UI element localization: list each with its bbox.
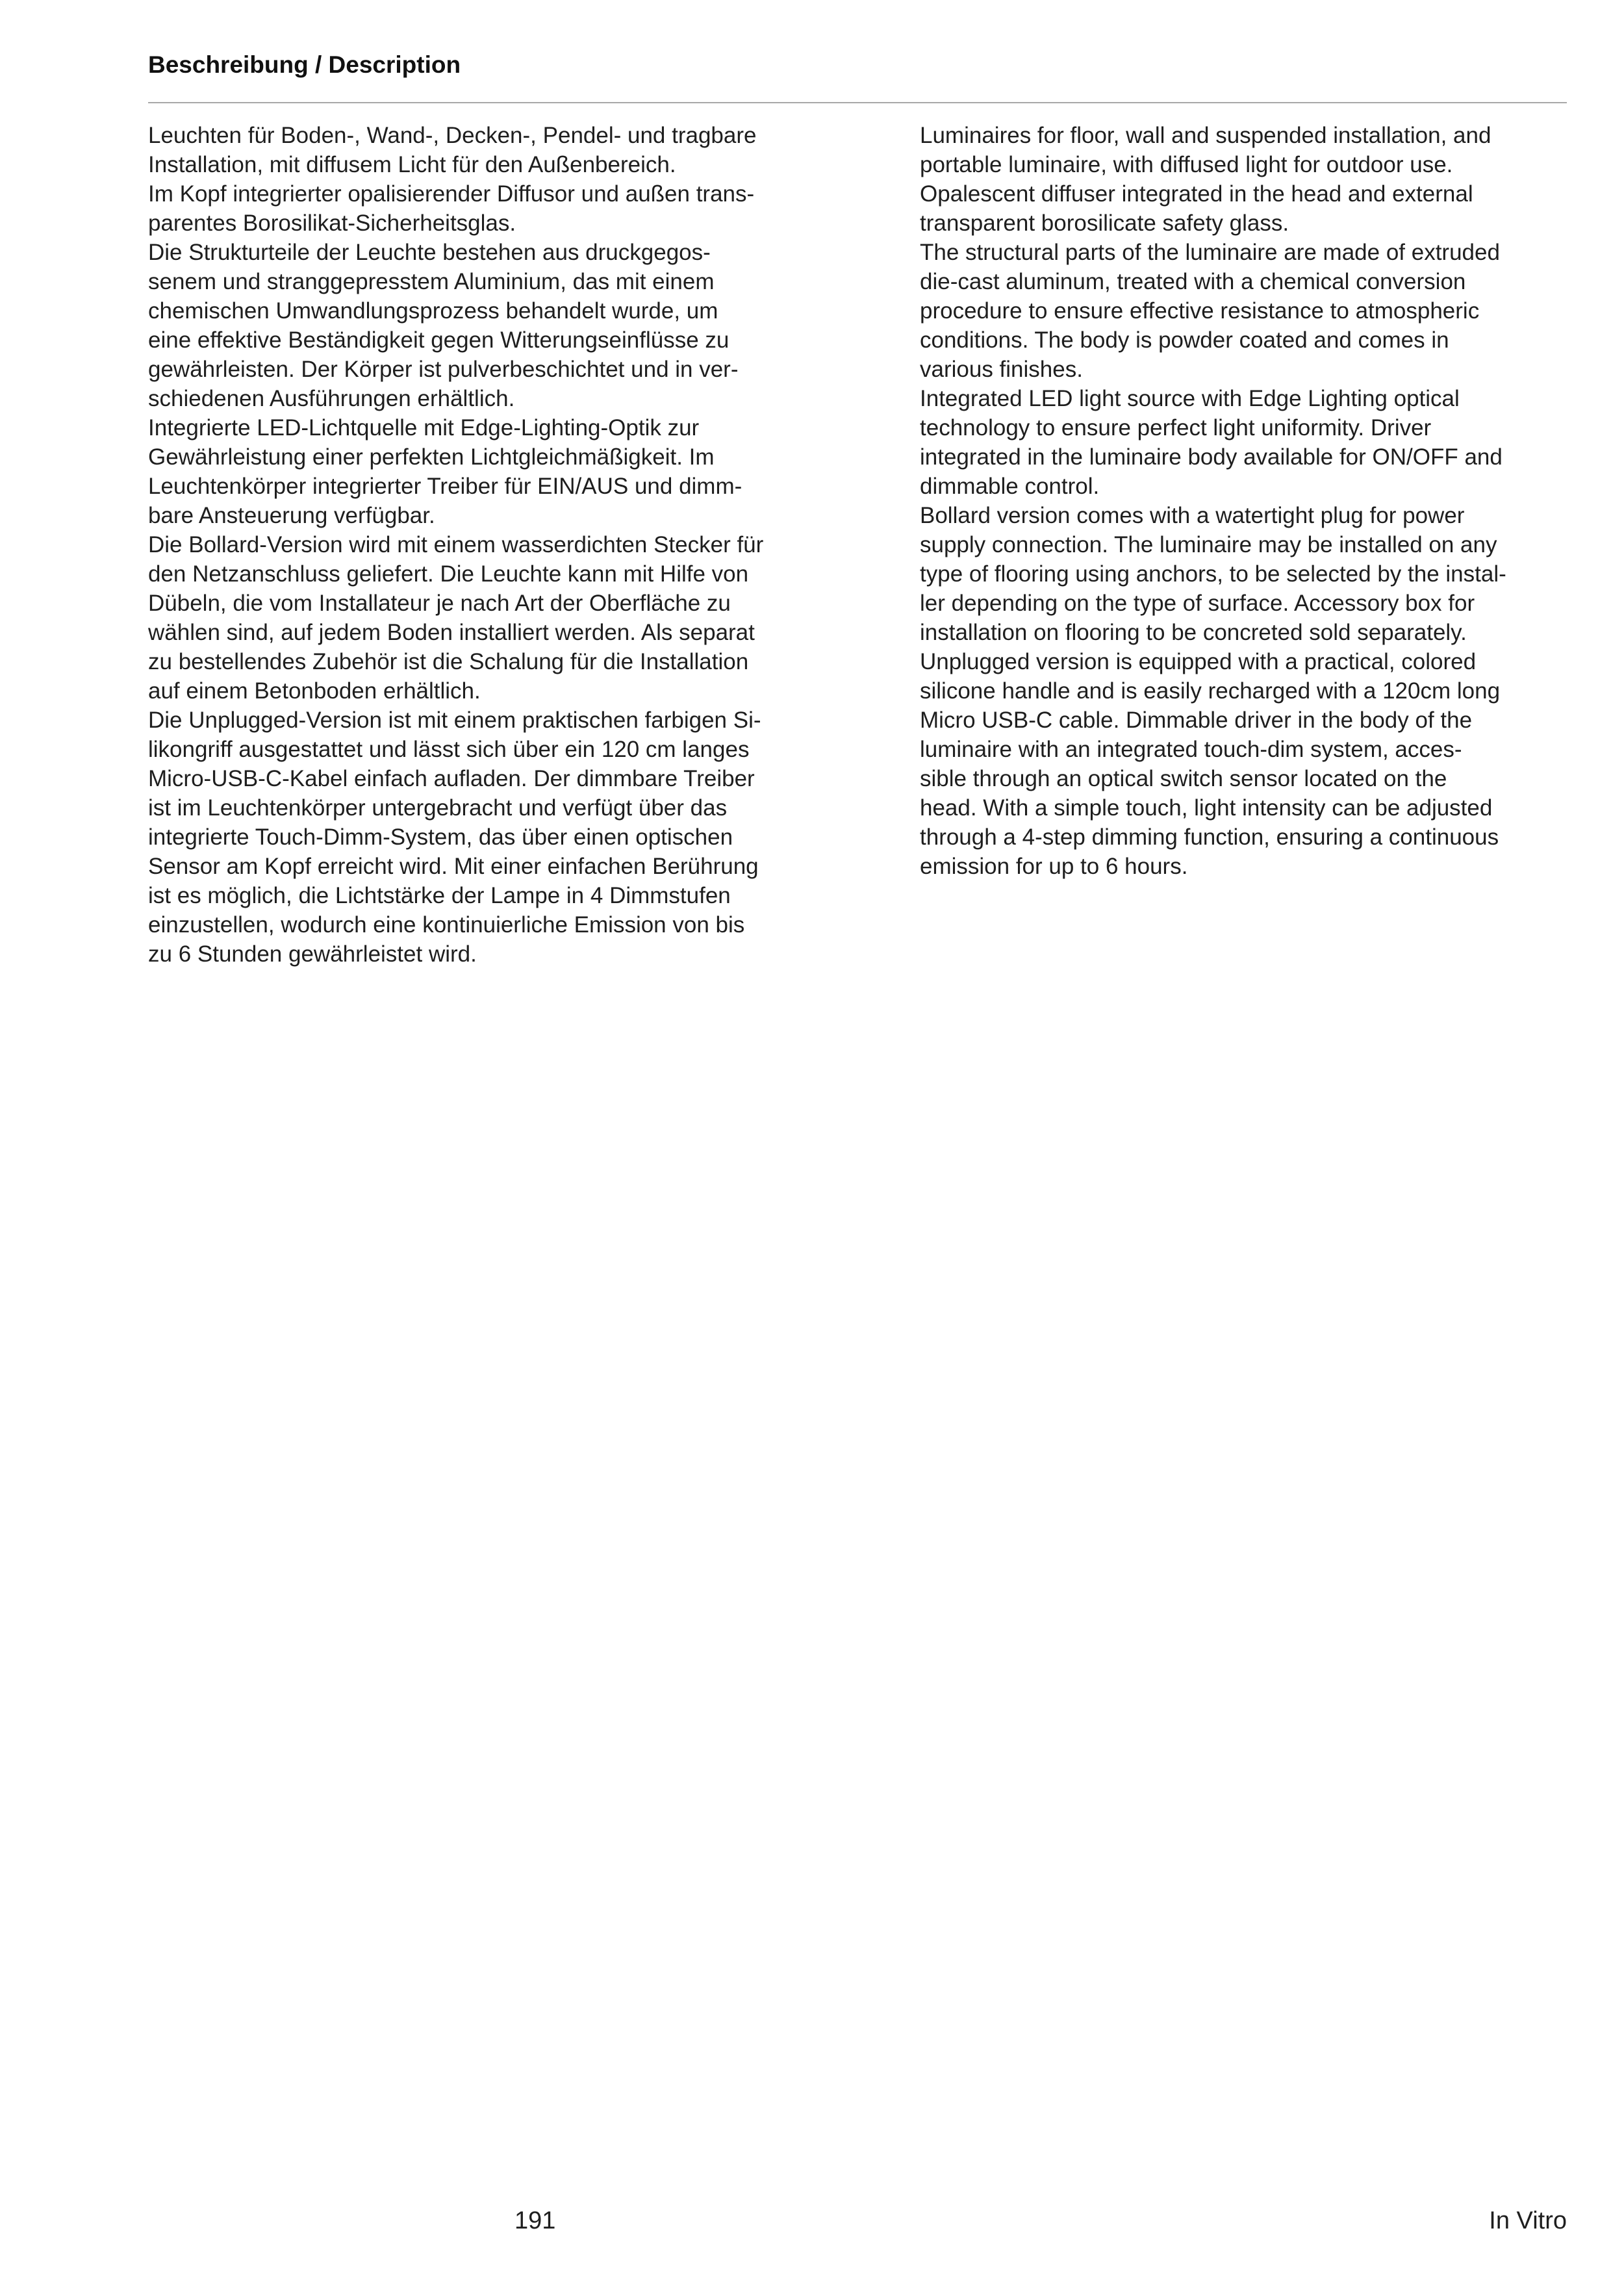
text-line: Unplugged version is equipped with a practical, colored — [920, 649, 1477, 674]
text-line: schiedenen Ausführungen erhältlich. — [148, 386, 515, 411]
text-line: parentes Borosilikat-Sicherheitsglas. — [148, 211, 516, 236]
text-line: zu 6 Stunden gewährleistet wird. — [148, 941, 477, 967]
text-line: luminaire with an integrated touch-dim system, acces- — [920, 737, 1462, 762]
text-line: Installation, mit diffusem Licht für den Außenbereich. — [148, 152, 676, 177]
text-line: Die Bollard-Version wird mit einem wasserdichten Stecker für — [148, 532, 764, 557]
text-line: Leuchten für Boden-, Wand-, Decken-, Pendel- und tragbare — [148, 123, 757, 148]
text-line: ist es möglich, die Lichtstärke der Lampe in 4 Dimmstufen — [148, 883, 731, 908]
text-line: Integrierte LED-Lichtquelle mit Edge-Lighting-Optik zur — [148, 415, 700, 441]
text-line: den Netzanschluss geliefert. Die Leuchte kann mit Hilfe von — [148, 561, 749, 587]
page-number: 191 — [514, 2207, 556, 2234]
text-line: Leuchtenkörper integrierter Treiber für EIN/AUS und dimm- — [148, 474, 742, 499]
text-line: die-cast aluminum, treated with a chemical conversion — [920, 269, 1466, 294]
text-line: conditions. The body is powder coated and comes in — [920, 327, 1449, 353]
text-line: eine effektive Beständigkeit gegen Witterungseinflüsse zu — [148, 327, 730, 353]
text-line: emission for up to 6 hours. — [920, 854, 1188, 879]
text-line: likongriff ausgestattet und lässt sich über ein 120 cm langes — [148, 737, 750, 762]
text-line: Die Strukturteile der Leuchte bestehen aus druckgegos- — [148, 240, 711, 265]
text-line: silicone handle and is easily recharged with a 120cm long — [920, 678, 1501, 704]
text-line: procedure to ensure effective resistance to atmospheric — [920, 298, 1480, 324]
text-line: ist im Leuchtenkörper untergebracht und verfügt über das — [148, 795, 728, 821]
text-line: Luminaires for floor, wall and suspended installation, and — [920, 123, 1491, 148]
text-line: auf einem Betonboden erhältlich. — [148, 678, 481, 704]
text-line: Micro USB-C cable. Dimmable driver in the body of the — [920, 708, 1473, 733]
text-line: integrierte Touch-Dimm-System, das über einen optischen — [148, 824, 733, 850]
text-line: gewährleisten. Der Körper ist pulverbeschichtet und in ver- — [148, 357, 739, 382]
text-line: Opalescent diffuser integrated in the head and external — [920, 181, 1473, 207]
text-line: type of flooring using anchors, to be selected by the instal- — [920, 561, 1506, 587]
text-line: dimmable control. — [920, 474, 1100, 499]
text-line: supply connection. The luminaire may be installed on any — [920, 532, 1497, 557]
text-line: senem und stranggepresstem Aluminium, das mit einem — [148, 269, 715, 294]
text-line: installation on flooring to be concreted sold separately. — [920, 620, 1467, 645]
text-line: through a 4-step dimming function, ensuring a continuous — [920, 824, 1499, 850]
text-line: chemischen Umwandlungsprozess behandelt wurde, um — [148, 298, 718, 324]
text-line: Sensor am Kopf erreicht wird. Mit einer einfachen Berührung — [148, 854, 759, 879]
heading-divider — [148, 102, 1567, 103]
text-line: head. With a simple touch, light intensity can be adjusted — [920, 795, 1493, 821]
text-line: portable luminaire, with diffused light for outdoor use. — [920, 152, 1453, 177]
text-line: Micro-USB-C-Kabel einfach aufladen. Der dimmbare Treiber — [148, 766, 755, 791]
text-line: zu bestellendes Zubehör ist die Schalung für die Installation — [148, 649, 749, 674]
text-line: transparent borosilicate safety glass. — [920, 211, 1289, 236]
english-description-column — [920, 121, 1608, 881]
text-line: sible through an optical switch sensor located on the — [920, 766, 1447, 791]
section-heading: Beschreibung / Description — [148, 51, 461, 78]
text-line: wählen sind, auf jedem Boden installiert werden. Als separat — [148, 620, 755, 645]
text-line: einzustellen, wodurch eine kontinuierliche Emission von bis — [148, 912, 745, 938]
text-line: technology to ensure perfect light uniformity. Driver — [920, 415, 1432, 441]
text-line: ler depending on the type of surface. Accessory box for — [920, 591, 1475, 616]
product-name: In Vitro — [1489, 2207, 1567, 2234]
text-line: Die Unplugged-Version ist mit einem praktischen farbigen Si- — [148, 708, 761, 733]
text-line: The structural parts of the luminaire are made of extruded — [920, 240, 1500, 265]
text-line: bare Ansteuerung verfügbar. — [148, 503, 435, 528]
german-description-column — [148, 121, 837, 969]
text-line: Gewährleistung einer perfekten Lichtgleichmäßigkeit. Im — [148, 444, 715, 470]
text-line: Dübeln, die vom Installateur je nach Art der Oberfläche zu — [148, 591, 731, 616]
text-line: integrated in the luminaire body available for ON/OFF and — [920, 444, 1503, 470]
text-line: various finishes. — [920, 357, 1083, 382]
text-line: Bollard version comes with a watertight plug for power — [920, 503, 1465, 528]
text-line: Integrated LED light source with Edge Lighting optical — [920, 386, 1460, 411]
text-line: Im Kopf integrierter opalisierender Diffusor und außen trans- — [148, 181, 755, 207]
